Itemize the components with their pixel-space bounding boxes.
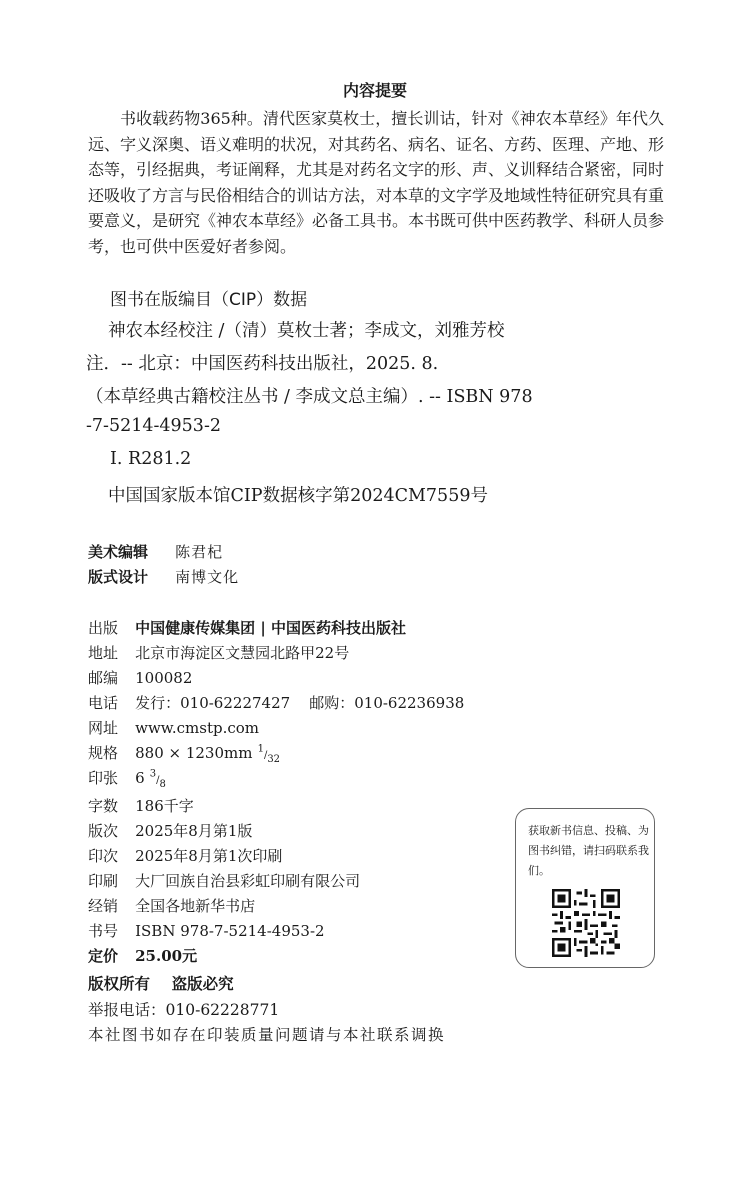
- detail-label: 定价: [88, 947, 119, 965]
- staff-row: [88, 541, 223, 562]
- cip-heading: 图书在版编目（CIP）数据: [110, 290, 308, 310]
- cip-line-2: 注．-- 北京：中国医药科技出版社，2025. 8.: [86, 354, 439, 374]
- detail-row: [88, 642, 349, 663]
- qr-box: [515, 808, 655, 968]
- detail-value: www.cmstp.com: [135, 719, 259, 737]
- detail-value: 中国健康传媒集团 | 中国医药科技出版社: [135, 619, 407, 637]
- detail-row: [88, 920, 325, 941]
- report-phone: 举报电话：010-62228771: [88, 1001, 280, 1019]
- detail-label: 地址: [88, 644, 119, 662]
- detail-label: 印次: [88, 847, 119, 865]
- detail-row: [88, 795, 194, 816]
- staff-value: 陈君杞: [175, 543, 224, 561]
- fraction-numerator: 3: [149, 768, 157, 780]
- staff-row: [88, 566, 239, 587]
- detail-value: 全国各地新华书店: [135, 897, 256, 915]
- detail-value: 北京市海淀区文慧园北路甲22号: [135, 644, 350, 662]
- detail-label: 书号: [88, 922, 119, 940]
- detail-label: 经销: [88, 897, 119, 915]
- detail-label: 印张: [88, 769, 119, 787]
- staff-label: 版式设计: [88, 568, 149, 586]
- detail-row: [88, 845, 282, 866]
- detail-label: 版次: [88, 822, 119, 840]
- fraction-numerator: 1: [257, 743, 264, 755]
- detail-row: [88, 895, 255, 916]
- detail-row: [88, 692, 464, 713]
- detail-value: 6: [135, 769, 145, 787]
- cip-line-3: （本草经典古籍校注丛书 / 李成文总主编）. -- ISBN 978: [86, 387, 533, 407]
- copyright-notice: 版权所有 盗版必究: [88, 975, 234, 993]
- detail-row: [88, 717, 259, 738]
- detail-row: [88, 667, 192, 688]
- detail-value: 25.00元: [135, 947, 198, 965]
- detail-label: 网址: [88, 719, 119, 737]
- detail-row-price: [88, 945, 197, 966]
- summary-title: 内容提要: [342, 81, 407, 100]
- detail-value: 2025年8月第1次印刷: [135, 847, 283, 865]
- qr-caption: 获取新书信息、投稿、为图书纠错，请扫码联系我们。: [528, 824, 649, 877]
- summary-body: 书收载药物365种。清代医家莫枚士，擅长训诂，针对《神农本草经》年代久远、字义深奥、语义难明的状况，对其药名、病名、证名、方药、医理、产地、形态等，引经据典，考证阐释，尤其是对药名文字的形、声、义训释结合紧密，同时还吸收了方言与民俗相结合的训诂方法，对本草的文字学及地域性特征研究具有重要意义，是研究《神农本草经》必备工具书。本书既可供中医药教学、科研人员参考，也可供中医爱好者参阅。: [88, 109, 665, 256]
- detail-row: [88, 870, 360, 891]
- detail-row: 规格 880 × 1230mm $^1/_{32}$: [88, 743, 281, 766]
- fraction-denominator: 8: [159, 779, 166, 791]
- staff-value: 南博文化: [175, 568, 240, 586]
- detail-value: 大厂回族自治县彩虹印刷有限公司: [135, 872, 361, 890]
- detail-value: 发行：010-62227427 邮购：010-62236938: [135, 694, 465, 712]
- detail-row: [88, 820, 252, 841]
- cip-line-1: 神农本经校注 /（清）莫枚士著；李成文，刘雅芳校: [108, 321, 505, 341]
- detail-row: 印张 6 $^3/_8$: [88, 768, 166, 791]
- staff-label: 美术编辑: [88, 543, 149, 561]
- detail-label: 电话: [88, 694, 119, 712]
- detail-value: 186千字: [135, 797, 194, 815]
- detail-label: 字数: [88, 797, 119, 815]
- detail-label: 出版: [88, 619, 119, 637]
- detail-value: ISBN 978-7-5214-4953-2: [135, 922, 325, 940]
- detail-label: 印刷: [88, 872, 119, 890]
- detail-value: 880 × 1230mm: [135, 744, 253, 762]
- cip-line-5: Ⅰ. R281.2: [110, 449, 192, 469]
- cip-line-4: -7-5214-4953-2: [86, 416, 221, 436]
- detail-label: 邮编: [88, 669, 119, 687]
- qr-code-icon[interactable]: [552, 889, 620, 957]
- detail-label: 规格: [88, 744, 119, 762]
- detail-value: 2025年8月第1版: [135, 822, 253, 840]
- cip-line-6: 中国国家版本馆CIP数据核字第2024CM7559号: [108, 486, 488, 506]
- fraction-denominator: 32: [267, 754, 281, 766]
- detail-row-publisher: [88, 617, 406, 638]
- detail-value: 100082: [135, 669, 193, 687]
- quality-notice: 本社图书如存在印装质量问题请与本社联系调换: [88, 1026, 446, 1044]
